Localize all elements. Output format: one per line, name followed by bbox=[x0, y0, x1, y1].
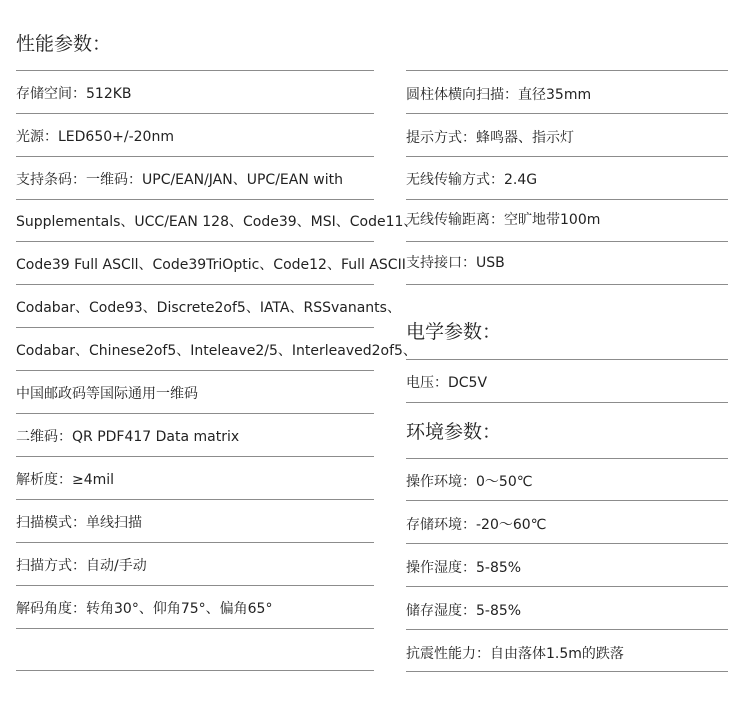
spec-shock-resistance: 抗震性能力：自由落体1.5m的跌落 bbox=[406, 646, 624, 662]
divider bbox=[16, 670, 374, 671]
spec-barcodes-line-6: 中国邮政码等国际通用一维码 bbox=[16, 386, 198, 402]
divider bbox=[16, 456, 374, 457]
electrical-title: 电学参数： bbox=[406, 321, 502, 343]
divider bbox=[16, 156, 374, 157]
divider bbox=[406, 199, 728, 200]
performance-title: 性能参数： bbox=[16, 33, 112, 55]
divider bbox=[16, 284, 374, 285]
divider bbox=[406, 458, 728, 459]
divider bbox=[16, 370, 374, 371]
divider bbox=[16, 70, 374, 71]
spec-decode-angle: 解码角度：转角30°、仰角75°、偏角65° bbox=[16, 601, 273, 617]
divider bbox=[406, 359, 728, 360]
divider bbox=[406, 70, 728, 71]
divider bbox=[406, 671, 728, 672]
divider bbox=[406, 156, 728, 157]
divider bbox=[16, 113, 374, 114]
spec-barcodes-line-2: Supplementals、UCC/EAN 128、Code39、MSI、Code11、 bbox=[16, 214, 418, 230]
spec-barcodes-line-3: Code39 Full ASCll、Code39TriOptic、Code12、Full ASCII bbox=[16, 257, 406, 273]
spec-barcodes-line-5: Codabar、Chinese2of5、Inteleave2/5、Interleaved2of5、 bbox=[16, 343, 417, 359]
divider bbox=[406, 241, 728, 242]
divider bbox=[16, 241, 374, 242]
environment-title: 环境参数： bbox=[406, 421, 502, 443]
divider bbox=[406, 500, 728, 501]
spec-scan-mode: 扫描模式：单线扫描 bbox=[16, 515, 142, 531]
spec-storage-temp: 存储环境：-20～60℃ bbox=[406, 517, 547, 533]
spec-resolution: 解析度：≥4mil bbox=[16, 472, 115, 488]
spec-storage: 存储空间：512KB bbox=[16, 86, 132, 102]
divider bbox=[16, 628, 374, 629]
divider bbox=[16, 327, 374, 328]
spec-voltage: 电压：DC5V bbox=[406, 375, 488, 391]
spec-prompt-mode: 提示方式：蜂鸣器、指示灯 bbox=[406, 130, 574, 146]
spec-cylinder-scan: 圆柱体横向扫描：直径35mm bbox=[406, 87, 592, 103]
divider bbox=[16, 542, 374, 543]
spec-light-source: 光源：LED650+/-20nm bbox=[16, 129, 174, 145]
spec-2d-codes: 二维码：QR PDF417 Data matrix bbox=[16, 429, 240, 445]
divider bbox=[16, 413, 374, 414]
divider bbox=[16, 585, 374, 586]
divider bbox=[406, 586, 728, 587]
divider bbox=[406, 629, 728, 630]
divider bbox=[16, 499, 374, 500]
spec-barcodes-line-4: Codabar、Code93、Discrete2of5、IATA、RSSvanants、 bbox=[16, 300, 401, 316]
spec-wireless-distance: 无线传输距离：空旷地带100m bbox=[406, 212, 601, 228]
spec-wireless-mode: 无线传输方式：2.4G bbox=[406, 172, 538, 188]
spec-scan-method: 扫描方式：自动/手动 bbox=[16, 558, 147, 574]
spec-operating-temp: 操作环境：0～50℃ bbox=[406, 474, 533, 490]
divider bbox=[406, 402, 728, 403]
spec-operating-humidity: 操作湿度：5-85% bbox=[406, 560, 522, 576]
spec-barcodes-line-1: 支持条码：一维码：UPC/EAN/JAN、UPC/EAN with bbox=[16, 172, 343, 188]
spec-storage-humidity: 储存湿度：5-85% bbox=[406, 603, 522, 619]
divider bbox=[406, 543, 728, 544]
divider bbox=[16, 199, 374, 200]
spec-interface: 支持接口：USB bbox=[406, 255, 505, 271]
divider bbox=[406, 284, 728, 285]
divider bbox=[406, 113, 728, 114]
